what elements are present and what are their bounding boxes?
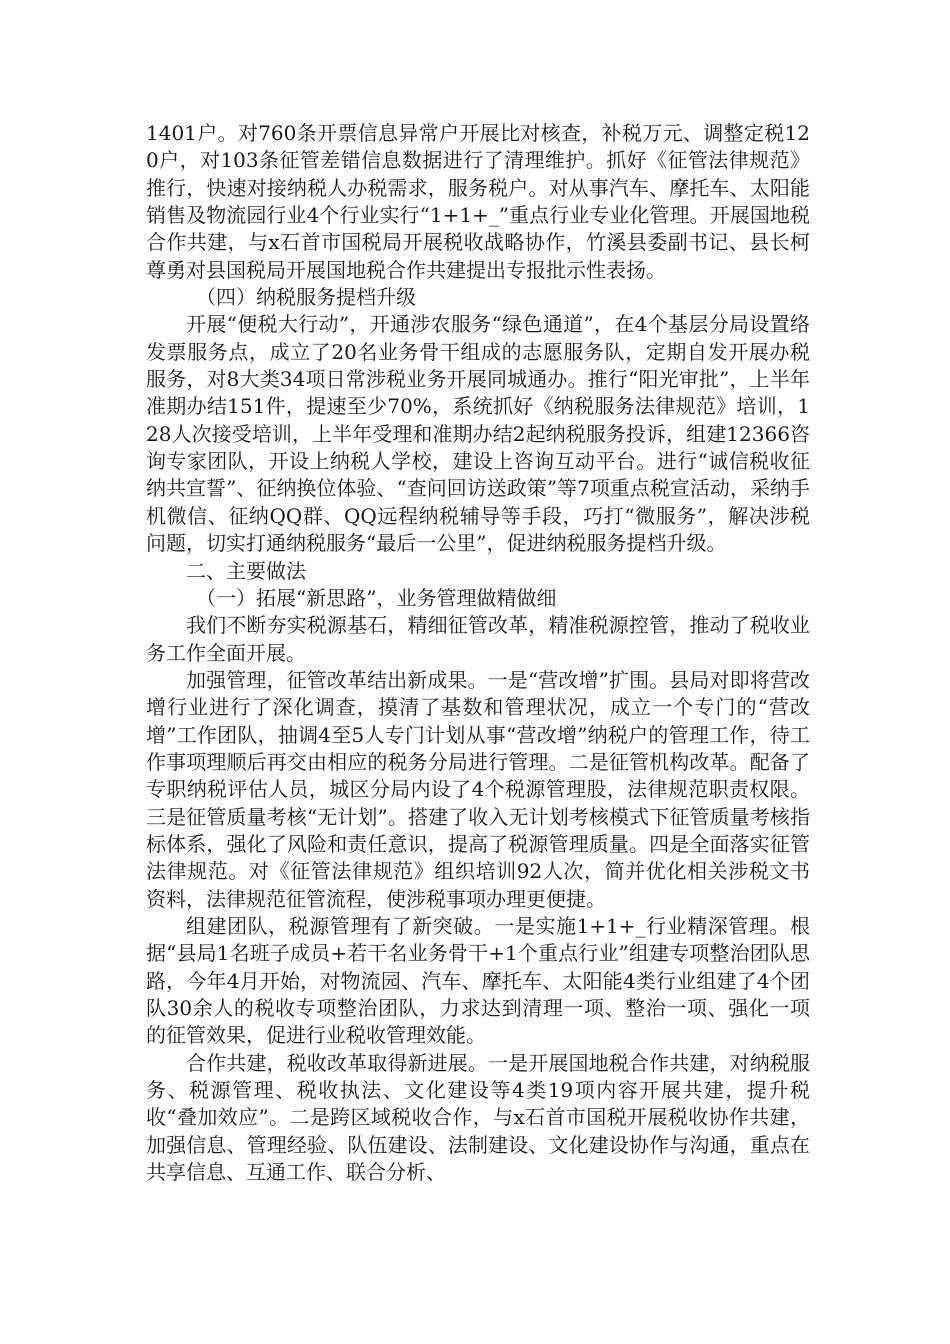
heading-main-practices: 二、主要做法 — [186, 558, 306, 583]
paragraph-intro: 我们不断夯实税源基石，精细征管改革，精准税源控管，推动了税收业务工作全面开展。 — [146, 613, 810, 665]
paragraph-tax-enforcement: 1401户。对760条开票信息异常户开展比对核查，补税万元、调整定税120户，对103条征管差错信息数据进行了清理维护。抓好《征管法律规范》推行，快速对接纳税人办税需求，服务税户。对从事汽车、摩托车、太阳能销售及物流园行业4个行业实行“1+1+_”重点行业专业化管理。开展国地税合作共建，与x石首市国税局开展税收战略协作，竹溪县委副书记、县长柯尊勇对县国税局开展国地税合作共建提出专报批示性表扬。 — [146, 121, 810, 282]
document-body — [146, 120, 810, 1186]
paragraph-team-building: 组建团队，税源管理有了新突破。一是实施1+1+_行业精深管理。根据“县局1名班子成员+若干名业务骨干+1个重点行业”组建专项整治团队思路，今年4月开始，对物流园、汽车、摩托车、太阳能4类行业组建了4个团队30余人的税收专项整治团队，力求达到清理一项、整治一项、强化一项的征管效果，促进行业税收管理效能。 — [146, 913, 810, 1048]
subheading-new-ideas: （一）拓展“新思路”，业务管理做精做细 — [196, 585, 557, 610]
paragraph-tax-service: 开展“便税大行动”，开通涉农服务“绿色通道”，在4个基层分局设置络发票服务点，成立了20名业务骨干组成的志愿服务队，定期自发开展办税服务，对8大类34项日常涉税业务开展同城通办。推行“阳光审批”，上半年准期办结151件，提速至少70%，系统抓好《纳税服务法律规范》培训，128人次接受培训，上半年受理和准期办结2起纳税服务投诉，组建12366咨询专家团队，开设上纳税人学校，建设上咨询互动平台。进行“诚信税收征纳共宣誓”、征纳换位体验、“查问回访送政策”等7项重点税宣活动，采纳手机微信、征纳QQ群、QQ远程纳税辅导等手段，巧打“微服务”，解决涉税问题，切实打通纳税服务“最后一公里”，促进纳税服务提档升级。 — [146, 312, 810, 556]
paragraph-management-reform: 加强管理，征管改革结出新成果。一是“营改增”扩围。县局对即将营改增行业进行了深化调查，摸清了基数和管理状况，成立一个专门的“营改增”工作团队，抽调4至5人专门计划从事“营改增”纳税户的管理工作，待工作事项理顺后再交由相应的税务分局进行管理。二是征管机构改革。配备了专职纳税评估人员，城区分局内设了4个税源管理股，法律规范职责权限。三是征管质量考核“无计划”。搭建了收入无计划考核模式下征管质量考核指标体系，强化了风险和责任意识，提高了税源管理质量。四是全面落实征管法律规范。对《征管法律规范》组织培训92人次，简并优化相关涉税文书资料，法律规范征管流程，使涉税事项办理更便捷。 — [146, 667, 810, 911]
paragraph-cooperation: 合作共建，税收改革取得新进展。一是开展国地税合作共建，对纳税服务、税源管理、税收执法、文化建设等4类19项内容开展共建，提升税收“叠加效应”。二是跨区域税收合作，与x石首市国税开展税收协作共建，加强信息、管理经验、队伍建设、法制建设、文化建设协作与沟通，重点在共享信息、互通工作、联合分析、 — [146, 1050, 810, 1185]
subheading-tax-service-upgrade: （四）纳税服务提档升级 — [196, 285, 416, 310]
